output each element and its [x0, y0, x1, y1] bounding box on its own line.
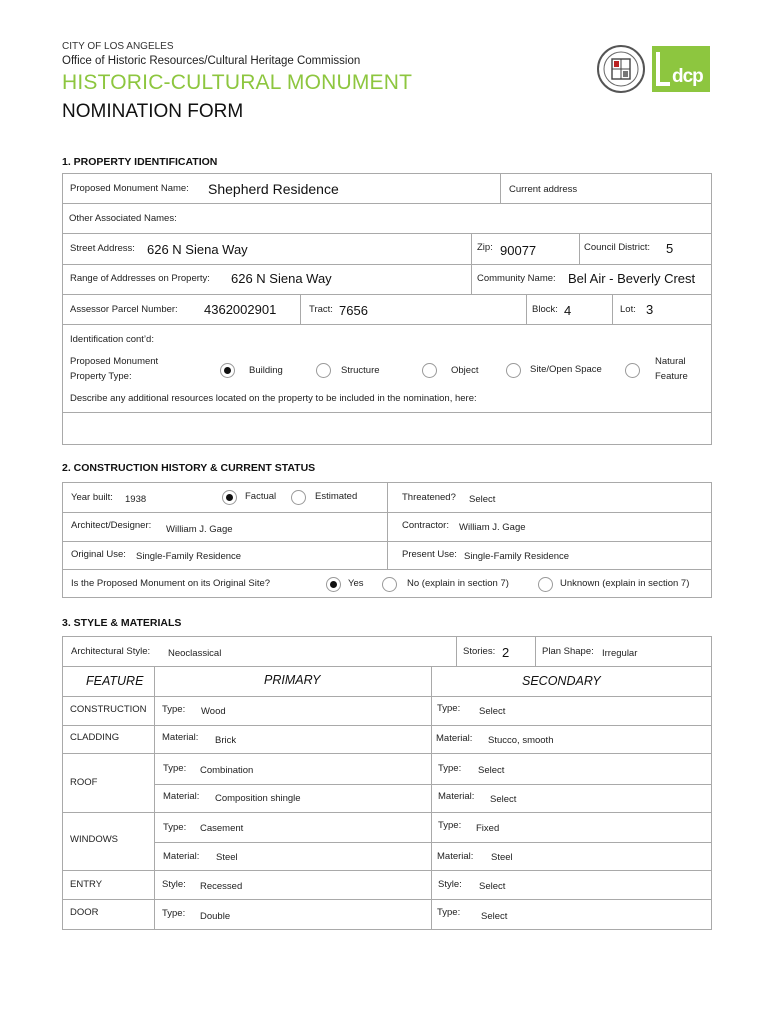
type-object-radio[interactable] [422, 363, 437, 378]
present-use-field[interactable]: Single-Family Residence [464, 551, 570, 562]
roof-primary-type-label: Type: [163, 763, 187, 774]
architectural-style-label: Architectural Style: [71, 646, 151, 657]
block-field[interactable]: 4 [564, 303, 572, 318]
estimated-radio[interactable] [291, 490, 306, 505]
door-primary-type-label: Type: [162, 908, 186, 919]
roof-secondary-material-select[interactable]: Select [490, 794, 517, 805]
type-site-label: Site/Open Space [530, 364, 602, 375]
estimated-label: Estimated [315, 491, 358, 502]
section-3-heading: 3. STYLE & MATERIALS [62, 617, 182, 629]
original-site-label: Is the Proposed Monument on its Original Site? [71, 578, 271, 589]
stories-field[interactable]: 2 [502, 645, 510, 660]
community-name-field[interactable]: Bel Air - Beverly Crest [568, 271, 696, 286]
cladding-feature: CLADDING [70, 732, 120, 743]
street-address-label: Street Address: [70, 243, 135, 254]
entry-feature: ENTRY [70, 879, 103, 890]
section-2-heading: 2. CONSTRUCTION HISTORY & CURRENT STATUS [62, 462, 316, 474]
construction-primary-select[interactable]: Wood [201, 706, 226, 717]
type-natural-feature-radio[interactable] [625, 363, 640, 378]
construction-feature: CONSTRUCTION [70, 704, 147, 715]
roof-secondary-type-label: Type: [438, 763, 462, 774]
identification-cont-label: Identification cont’d: [70, 334, 154, 345]
cladding-primary-material-label: Material: [162, 732, 199, 743]
door-feature: DOOR [70, 907, 99, 918]
range-addresses-label: Range of Addresses on Property: [70, 273, 210, 284]
door-primary-select[interactable]: Double [200, 911, 231, 922]
windows-primary-type-label: Type: [163, 822, 187, 833]
type-structure-label: Structure [341, 365, 380, 376]
windows-secondary-material-select[interactable]: Steel [491, 852, 513, 863]
range-addresses-field[interactable]: 626 N Siena Way [231, 271, 332, 286]
tract-field[interactable]: 7656 [339, 303, 368, 318]
threatened-select[interactable]: Select [469, 494, 496, 505]
entry-primary-style-label: Style: [162, 879, 186, 890]
additional-resources-field[interactable] [63, 413, 711, 444]
form-subtitle: NOMINATION FORM [62, 101, 244, 122]
windows-primary-material-label: Material: [163, 851, 200, 862]
street-address-field[interactable]: 626 N Siena Way [147, 242, 248, 257]
windows-primary-material-select[interactable]: Steel [216, 852, 238, 863]
zip-field[interactable]: 90077 [500, 243, 537, 258]
site-unknown-label: Unknown (explain in section 7) [560, 578, 690, 589]
primary-column-header: PRIMARY [264, 673, 321, 687]
contractor-label: Contractor: [402, 520, 449, 531]
site-yes-label: Yes [348, 578, 364, 589]
roof-feature: ROOF [70, 777, 98, 788]
construction-primary-type-label: Type: [162, 704, 186, 715]
tract-label: Tract: [309, 304, 333, 315]
entry-secondary-style-label: Style: [438, 879, 462, 890]
council-district-label: Council District: [584, 242, 650, 253]
current-address-field[interactable]: Current address [509, 184, 578, 195]
entry-primary-select[interactable]: Recessed [200, 881, 243, 892]
type-site-radio[interactable] [506, 363, 521, 378]
block-label: Block: [532, 304, 558, 315]
year-built-label: Year built: [71, 492, 113, 503]
form-title: HISTORIC-CULTURAL MONUMENT [62, 71, 413, 94]
cladding-primary-select[interactable]: Brick [215, 735, 237, 746]
zip-label: Zip: [477, 242, 493, 253]
type-building-radio[interactable] [220, 363, 235, 378]
year-built-field[interactable]: 1938 [125, 494, 147, 505]
type-natural-label-line1: Natural [655, 356, 686, 367]
roof-primary-material-label: Material: [163, 791, 200, 802]
factual-label: Factual [245, 491, 277, 502]
windows-secondary-type-select[interactable]: Fixed [476, 823, 500, 834]
present-use-label: Present Use: [402, 549, 457, 560]
door-secondary-type-label: Type: [437, 907, 461, 918]
other-names-label: Other Associated Names: [69, 213, 177, 224]
site-unknown-radio[interactable] [538, 577, 553, 592]
windows-feature: WINDOWS [70, 834, 119, 845]
dcp-logo-icon: dcp [652, 46, 710, 92]
city-name: CITY OF LOS ANGELES [62, 41, 174, 52]
city-seal-icon [597, 45, 645, 93]
lot-label: Lot: [620, 304, 636, 315]
construction-secondary-select[interactable]: Select [479, 706, 506, 717]
property-type-label-line1: Proposed Monument [70, 356, 159, 367]
entry-secondary-select[interactable]: Select [479, 881, 506, 892]
construction-secondary-type-label: Type: [437, 703, 461, 714]
type-building-label: Building [249, 365, 283, 376]
property-type-label-line2: Property Type: [70, 371, 132, 382]
type-object-label: Object [451, 365, 479, 376]
architectural-style-select[interactable]: Neoclassical [168, 648, 222, 659]
windows-primary-type-select[interactable]: Casement [200, 823, 244, 834]
monument-name-field[interactable]: Shepherd Residence [208, 181, 339, 197]
original-use-field[interactable]: Single-Family Residence [136, 551, 242, 562]
contractor-field[interactable]: William J. Gage [459, 522, 526, 533]
roof-primary-type-select[interactable]: Combination [200, 765, 254, 776]
secondary-column-header: SECONDARY [522, 674, 601, 688]
door-secondary-select[interactable]: Select [481, 911, 508, 922]
council-district-field[interactable]: 5 [666, 241, 674, 256]
cladding-secondary-select[interactable]: Stucco, smooth [488, 735, 554, 746]
stories-label: Stories: [463, 646, 496, 657]
section-1-heading: 1. PROPERTY IDENTIFICATION [62, 156, 218, 168]
additional-resources-label: Describe any additional resources located on the property to be included in the nomination, here: [70, 393, 477, 404]
original-use-label: Original Use: [71, 549, 126, 560]
site-no-radio[interactable] [382, 577, 397, 592]
plan-shape-label: Plan Shape: [542, 646, 594, 657]
feature-column-header: FEATURE [86, 674, 144, 688]
type-natural-label-line2: Feature [655, 371, 688, 382]
lot-field[interactable]: 3 [646, 302, 654, 317]
roof-secondary-type-select[interactable]: Select [478, 765, 505, 776]
threatened-label: Threatened? [402, 492, 456, 503]
apn-field[interactable]: 4362002901 [204, 302, 277, 317]
architect-label: Architect/Designer: [71, 520, 152, 531]
cladding-secondary-material-label: Material: [436, 733, 473, 744]
roof-primary-material-select[interactable]: Composition shingle [215, 793, 301, 804]
office-name: Office of Historic Resources/Cultural Heritage Commission [62, 55, 361, 67]
site-no-label: No (explain in section 7) [407, 578, 509, 589]
style-materials-box [62, 636, 712, 930]
type-structure-radio[interactable] [316, 363, 331, 378]
monument-name-label: Proposed Monument Name: [70, 183, 189, 194]
community-name-label: Community Name: [477, 273, 556, 284]
windows-secondary-material-label: Material: [437, 851, 474, 862]
roof-secondary-material-label: Material: [438, 791, 475, 802]
factual-radio[interactable] [222, 490, 237, 505]
site-yes-radio[interactable] [326, 577, 341, 592]
windows-secondary-type-label: Type: [438, 820, 462, 831]
architect-field[interactable]: William J. Gage [166, 524, 233, 535]
plan-shape-select[interactable]: Irregular [602, 648, 638, 659]
apn-label: Assessor Parcel Number: [70, 304, 178, 315]
